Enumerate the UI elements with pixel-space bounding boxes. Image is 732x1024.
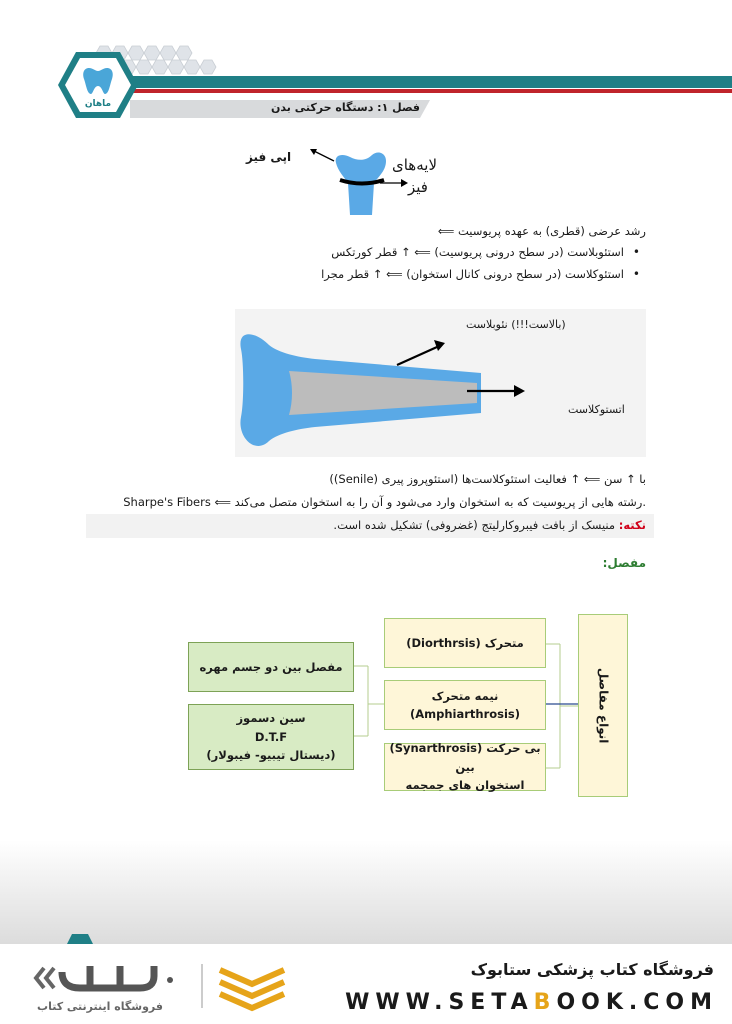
bullet-text: استئوبلاست (در سطح درونی پریوسیت) ⟸ ↑ قطر کورتکس <box>331 245 624 259</box>
osteoblast-arrow <box>397 347 437 365</box>
joint-types-label: انواع مفاصل <box>596 667 611 744</box>
osteoclast-arrow-head <box>514 385 525 397</box>
bullet-dot: • <box>632 267 640 281</box>
immobile-label-line2: استخوان های جمجمه <box>405 778 525 793</box>
immobile-label-line1: بی حرکت (Synarthrosis) بین <box>389 741 541 774</box>
sharpey-fibers-line: Sharpe's Fibers ⟸ رشته هایی از پریوسیت که به استخوان وارد می‌شود و آن را به استخوان متصل می‌کند. <box>123 495 646 509</box>
url-part-1: WWW.SETA <box>345 990 534 1015</box>
semi-mobile-latin: (Amphiarthrosis) <box>409 707 521 721</box>
mobile-joint-box <box>384 618 546 668</box>
osteoblast-label: (بالاست!!!) نئوبلاست <box>466 318 566 331</box>
bone-cross-section-diagram <box>235 309 646 457</box>
semi-mobile-label: نیمه متحرک <box>431 688 499 703</box>
note-line <box>333 518 646 532</box>
joint-types-box <box>578 614 628 797</box>
url-part-2: OOK.COM <box>556 990 718 1015</box>
note-text: منیسک از بافت فیبروکارلیتج (غضروفی) تشکیل شده است. <box>333 518 619 532</box>
dtf-label: D.T.F <box>254 729 288 744</box>
footer-fade <box>0 840 732 944</box>
joint-heading: مفصل: <box>602 556 646 570</box>
intervertebral-label: مفصل بین دو جسم مهره <box>199 659 343 674</box>
semi-mobile-joint-box <box>384 680 546 730</box>
senile-osteoporosis-line: با ↑ سن ⟸ ↑ فعالیت استئوکلاست‌ها (استئوپروز پیری (Senile)) <box>329 472 646 486</box>
osteoblast-arrow-head <box>434 340 445 351</box>
url-highlight: B <box>533 990 557 1015</box>
mobile-joint-label: متحرک (Diorthrsis) <box>406 635 524 650</box>
brand-subtitle: فروشگاه اینترنتی کتاب <box>37 1000 163 1013</box>
epiphysis-label: اپی فیز <box>246 150 292 164</box>
bullet-item-osteoclast <box>321 267 640 281</box>
store-url-link[interactable] <box>345 990 718 1015</box>
syndesmosis-box <box>188 704 354 770</box>
distal-tibiofibular-label: (دیستال تیبیو- فیبولار) <box>206 748 336 763</box>
layers-label-line1: لایه‌های <box>392 156 437 174</box>
layers-label-line2: فیز <box>408 178 428 196</box>
bullet-text: استئوکلاست (در سطح درونی کانال استخوان) ⟸ ↑ قطر مجرا <box>321 267 624 281</box>
bullet-dot: • <box>632 245 640 259</box>
syndesmosis-label: سین دسموز <box>236 711 306 726</box>
immobile-joint-box <box>384 743 546 791</box>
logo-text: ماهان <box>84 99 112 109</box>
store-name: فروشگاه کتاب پزشکی ستابوک <box>470 960 714 979</box>
intervertebral-joint-box <box>188 642 354 692</box>
layers-arrow-head <box>401 179 408 187</box>
epi-arrow <box>314 151 334 161</box>
note-keyword: نکته: <box>618 518 646 532</box>
chapter-title: فصل ۱: دستگاه حرکتی بدن <box>271 101 420 114</box>
logo-hexagon-icon <box>56 50 140 120</box>
appositional-growth-line: رشد عرضی (قطری) به عهده پریوسیت ⟸ <box>437 224 646 238</box>
osteoclast-label: اتستوکلاست <box>568 403 625 416</box>
book-chevron-icon <box>220 970 284 1008</box>
bullet-item-osteoblast <box>331 245 640 259</box>
mahan-logo <box>56 50 140 120</box>
